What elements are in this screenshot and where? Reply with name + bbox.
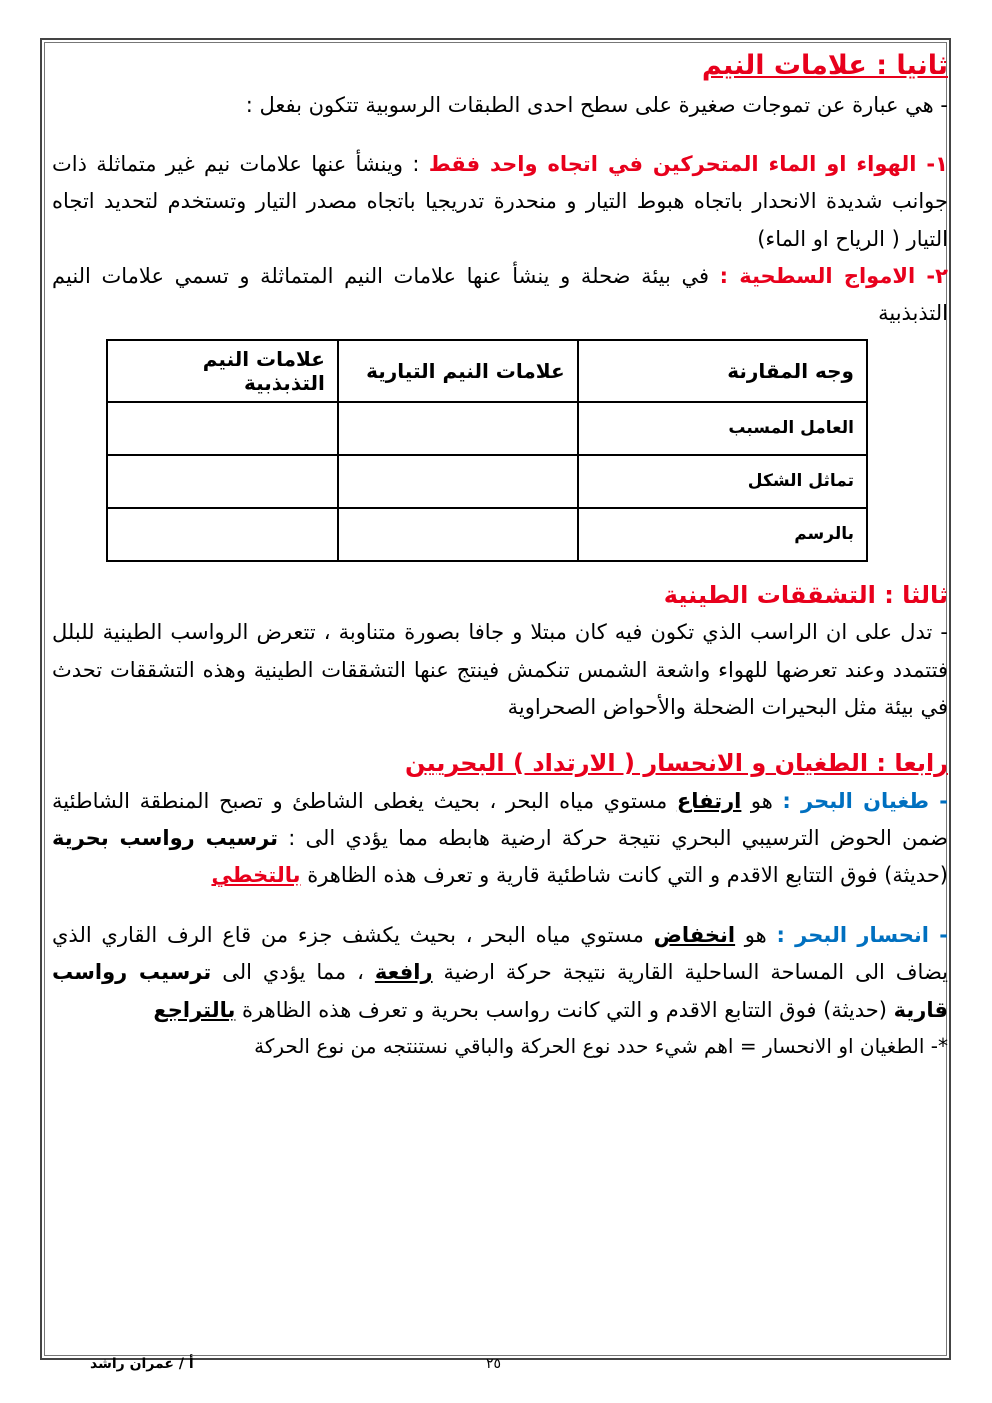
header-cell-oscillation-ripples: علامات النيم التذبذبية: [107, 340, 338, 402]
text-run: (حديثة) فوق التتابع الاقدم و التي كانت شاطئية قارية و تعرف هذه الظاهرة: [300, 863, 948, 888]
text-run: مستوي مياه البحر ، بحيث يكشف جزء من قاع الرف القاري الذي يضاف الى المساحة الساحلية القارية نتيجة حركة ارضية: [52, 922, 949, 985]
table-header-row: [107, 340, 867, 402]
transgression-label: - طغيان البحر :: [782, 788, 948, 813]
row-label-cause: العامل المسبب: [578, 402, 867, 455]
section2-item2: [52, 258, 948, 333]
summary-note: *- الطغيان او الانحسار = اهم شيء حدد نوع الحركة والباقي نستنتجه من نوع الحركة: [254, 1033, 948, 1058]
regression-paragraph: [52, 917, 948, 1029]
text-run: هو: [735, 922, 777, 947]
keyword-rise: ارتفاع: [676, 788, 742, 813]
table-cell: [338, 508, 578, 561]
spacer: [52, 124, 948, 146]
table-cell: [338, 402, 578, 455]
text-run: (حديثة) فوق التتابع الاقدم و التي كانت رواسب بحرية و تعرف هذه الظاهرة: [235, 997, 894, 1022]
section2-intro: - هي عبارة عن تموجات صغيرة على سطح احدى الطبقات الرسوبية تتكون بفعل :: [245, 92, 948, 117]
row-label-drawing: بالرسم: [578, 508, 867, 561]
text-run: ، مما يؤدي الى: [211, 960, 375, 985]
table-cell: [107, 508, 338, 561]
regression-label: - انحسار البحر :: [776, 922, 948, 947]
table-row: [107, 455, 867, 508]
keyword-drop: انخفاض: [653, 922, 736, 947]
page-content: [52, 46, 948, 1065]
keyword-uplift: رافعة: [374, 960, 433, 985]
header-cell-current-ripples: علامات النيم التيارية: [338, 340, 578, 402]
section3-title: ثالثا : التشققات الطينية: [663, 580, 948, 609]
table-cell: [107, 402, 338, 455]
transgression-paragraph: [52, 783, 948, 895]
keyword-overlap: بالتخطي: [211, 863, 301, 888]
item2-label: ٢- الامواج السطحية :: [719, 264, 948, 288]
comparison-table: [106, 339, 868, 562]
keyword-marine-deposition: ترسيب رواسب بحرية: [52, 826, 279, 851]
spacer: [52, 895, 948, 917]
section2-title: ثانيا : علامات النيم: [701, 50, 948, 81]
page-number: ٢٥: [486, 1356, 502, 1372]
page-footer: [0, 1356, 992, 1380]
table-cell: [107, 455, 338, 508]
table-cell: [338, 455, 578, 508]
text-run: هو: [741, 788, 783, 813]
table-row: [107, 508, 867, 561]
keyword-offlap: بالتراجع: [153, 997, 236, 1022]
section3-text: - تدل على ان الراسب الذي تكون فيه كان مبتلا و جافا بصورة متناوبة ، تتعرض الرواسب الطينية للبلل فتتمدد وعند تعرضها للهواء واشعة الشمس تنكمش فينتج عنها التشققات الطينية وهذه التشققات تحدث في بيئة مثل البحيرات الضحلة والأحواض الصحراوية: [52, 620, 948, 719]
item1-label: ١- الهواء او الماء المتحركين في اتجاه واحد فقط: [428, 151, 948, 176]
spacer: [52, 726, 948, 744]
item2-text: في بيئة ضحلة و ينشأ عنها علامات النيم المتماثلة و تسمي علامات النيم التذبذبية: [52, 264, 948, 326]
section2-item1: [52, 146, 948, 258]
row-label-symmetry: تماثل الشكل: [578, 455, 867, 508]
header-cell-comparison: وجه المقارنة: [578, 340, 867, 402]
item1-text: : وينشأ عنها علامات نيم غير متماثلة ذات جوانب شديدة الانحدار باتجاه هبوط التيار و منحدرة تدريجيا باتجاه مصدر التيار وتستخدم لتحديد اتجاه التيار ( الرياح او الماء): [52, 151, 948, 251]
spacer: [52, 568, 948, 576]
text-run: مستوي مياه البحر ، بحيث يغطى الشاطئ و تصبح المنطقة الشاطئية ضمن الحوض الترسيبي البحري نتيجة حركة ارضية هابطه مما يؤدي الى :: [52, 788, 948, 851]
section4-title: رابعا : الطغيان و الانحسار ( الارتداد ) البحريين: [404, 749, 948, 778]
table-row: [107, 402, 867, 455]
author-name: أ / عمران راشد: [90, 1356, 194, 1372]
keyword-continental-deposition: ترسيب رواسب قارية: [52, 960, 948, 1022]
